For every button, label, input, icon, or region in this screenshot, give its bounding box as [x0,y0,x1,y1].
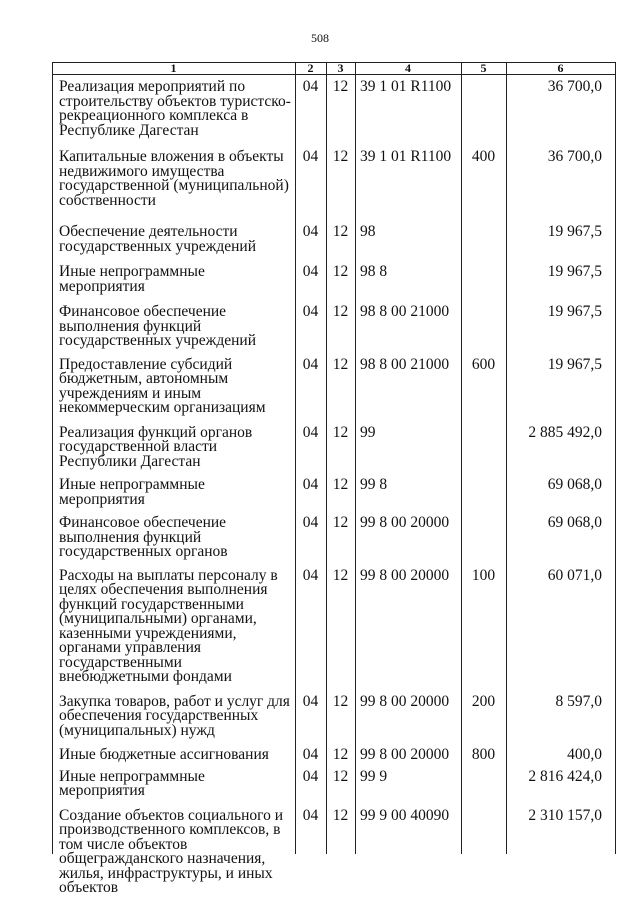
row-target-code: 99 [360,423,376,441]
row-expense-type: 400 [471,148,496,165]
row-expense-type: 100 [471,566,496,584]
row-amount: 19 967,5 [547,223,602,240]
row-section: 04 [302,303,319,320]
row-section: 04 [302,223,319,240]
row-expense-type: 800 [471,746,496,763]
row-amount: 36 700,0 [547,78,602,95]
row-target-code: 99 8 00 20000 [360,514,450,531]
row-subsection: 12 [332,148,349,165]
row-section: 04 [302,806,319,824]
row-target-code: 99 9 [360,767,388,785]
row-name: Финансовое обеспечение выполнения функций государственных учреждений [59,303,256,349]
row-section: 04 [302,692,319,710]
table-row [52,265,616,294]
row-target-code: 39 1 01 R1100 [360,148,452,165]
row-amount: 69 068,0 [547,514,602,531]
header-col-3: 3 [337,61,344,75]
row-subsection: 12 [332,566,349,584]
table-row [52,150,616,208]
row-target-code: 99 8 [360,476,388,493]
table-row [52,355,616,416]
row-target-code: 98 [360,223,376,240]
table-row [52,516,616,560]
row-name: Иные непрограммные мероприятия [59,476,205,508]
table-row [52,748,616,763]
row-subsection: 12 [332,423,349,441]
row-name: Иные непрограммные мероприятия [59,263,205,295]
table-row [52,767,616,799]
row-amount: 2 885 492,0 [528,423,602,441]
table-row [52,80,616,138]
row-name: Реализация мероприятий по строительству объектов туристско-рекреационного комплекса в Республике Дагестан [59,78,291,139]
row-expense-type: 200 [471,692,496,710]
table-row [52,225,616,254]
row-subsection: 12 [332,692,349,710]
row-name: Иные непрограммные мероприятия [59,767,205,799]
row-name: Предоставление субсидий бюджетным, автономным учреждениям и иным некоммерческим организациям [59,355,266,416]
row-name: Финансовое обеспечение выполнения функций государственных органов [59,514,228,560]
row-name: Обеспечение деятельности государственных учреждений [59,223,256,255]
budget-table [52,61,616,896]
row-amount: 400,0 [567,746,602,763]
row-amount: 2 816 424,0 [528,767,602,785]
row-section: 04 [302,566,319,584]
row-name: Закупка товаров, работ и услуг для обеспечения государственных (муниципальных) нужд [59,692,290,739]
header-col-4: 4 [405,61,411,75]
row-section: 04 [302,514,319,531]
table-row [52,566,616,685]
row-name: Создание объектов социального и производственного комплексов, в том числе объектов общегражданского назначения, жилья, инфраструктуры, и иных объектов [59,806,284,896]
row-section: 04 [302,423,319,441]
row-target-code: 99 8 00 20000 [360,746,450,763]
header-col-6: 6 [557,61,564,75]
row-section: 04 [302,476,319,493]
row-subsection: 12 [332,355,349,373]
row-amount: 8 597,0 [555,692,602,710]
header-col-2: 2 [307,61,314,75]
row-target-code: 99 8 00 20000 [360,566,450,584]
row-section: 04 [302,355,319,373]
row-amount: 19 967,5 [547,263,602,280]
table-row [52,423,616,470]
row-section: 04 [302,767,319,785]
row-name: Реализация функций органов государственной власти Республики Дагестан [59,423,253,470]
row-subsection: 12 [332,303,349,320]
table-row [52,692,616,739]
row-subsection: 12 [332,263,349,280]
row-target-code: 98 8 [360,263,388,280]
row-amount: 2 310 157,0 [528,806,602,824]
row-name: Расходы на выплаты персоналу в целях обеспечения выполнения функций государственными (муниципальными) органами, казенными учреждениями, органами управления государственными внебюджетными фондами [59,566,278,685]
row-target-code: 99 8 00 20000 [360,692,450,710]
row-subsection: 12 [332,514,349,531]
row-name: Иные бюджетные ассигнования [59,746,269,763]
row-subsection: 12 [332,806,349,824]
header-col-1: 1 [170,61,177,75]
row-subsection: 12 [332,223,349,240]
row-name: Капитальные вложения в объекты недвижимого имущества государственной (муниципальной) собственности [59,148,289,209]
row-subsection: 12 [332,746,349,763]
table-body [52,75,616,896]
row-section: 04 [302,148,319,165]
header-col-5: 5 [480,61,487,75]
row-amount: 60 071,0 [547,566,602,584]
row-section: 04 [302,78,319,95]
row-section: 04 [302,746,319,763]
row-target-code: 99 9 00 40090 [360,806,450,824]
row-amount: 19 967,5 [547,355,602,373]
row-subsection: 12 [332,767,349,785]
row-amount: 36 700,0 [547,148,602,165]
table-header [52,62,616,74]
page-number: 508 [311,31,329,45]
row-target-code: 98 8 00 21000 [360,355,450,373]
row-subsection: 12 [332,78,349,95]
row-section: 04 [302,263,319,280]
table-row [52,305,616,349]
row-amount: 19 967,5 [547,303,602,320]
row-amount: 69 068,0 [547,476,602,493]
row-subsection: 12 [332,476,349,493]
row-target-code: 39 1 01 R1100 [360,78,452,95]
table-row [52,478,616,507]
row-expense-type: 600 [471,355,496,373]
row-target-code: 98 8 00 21000 [360,303,450,320]
table-row [52,806,616,896]
